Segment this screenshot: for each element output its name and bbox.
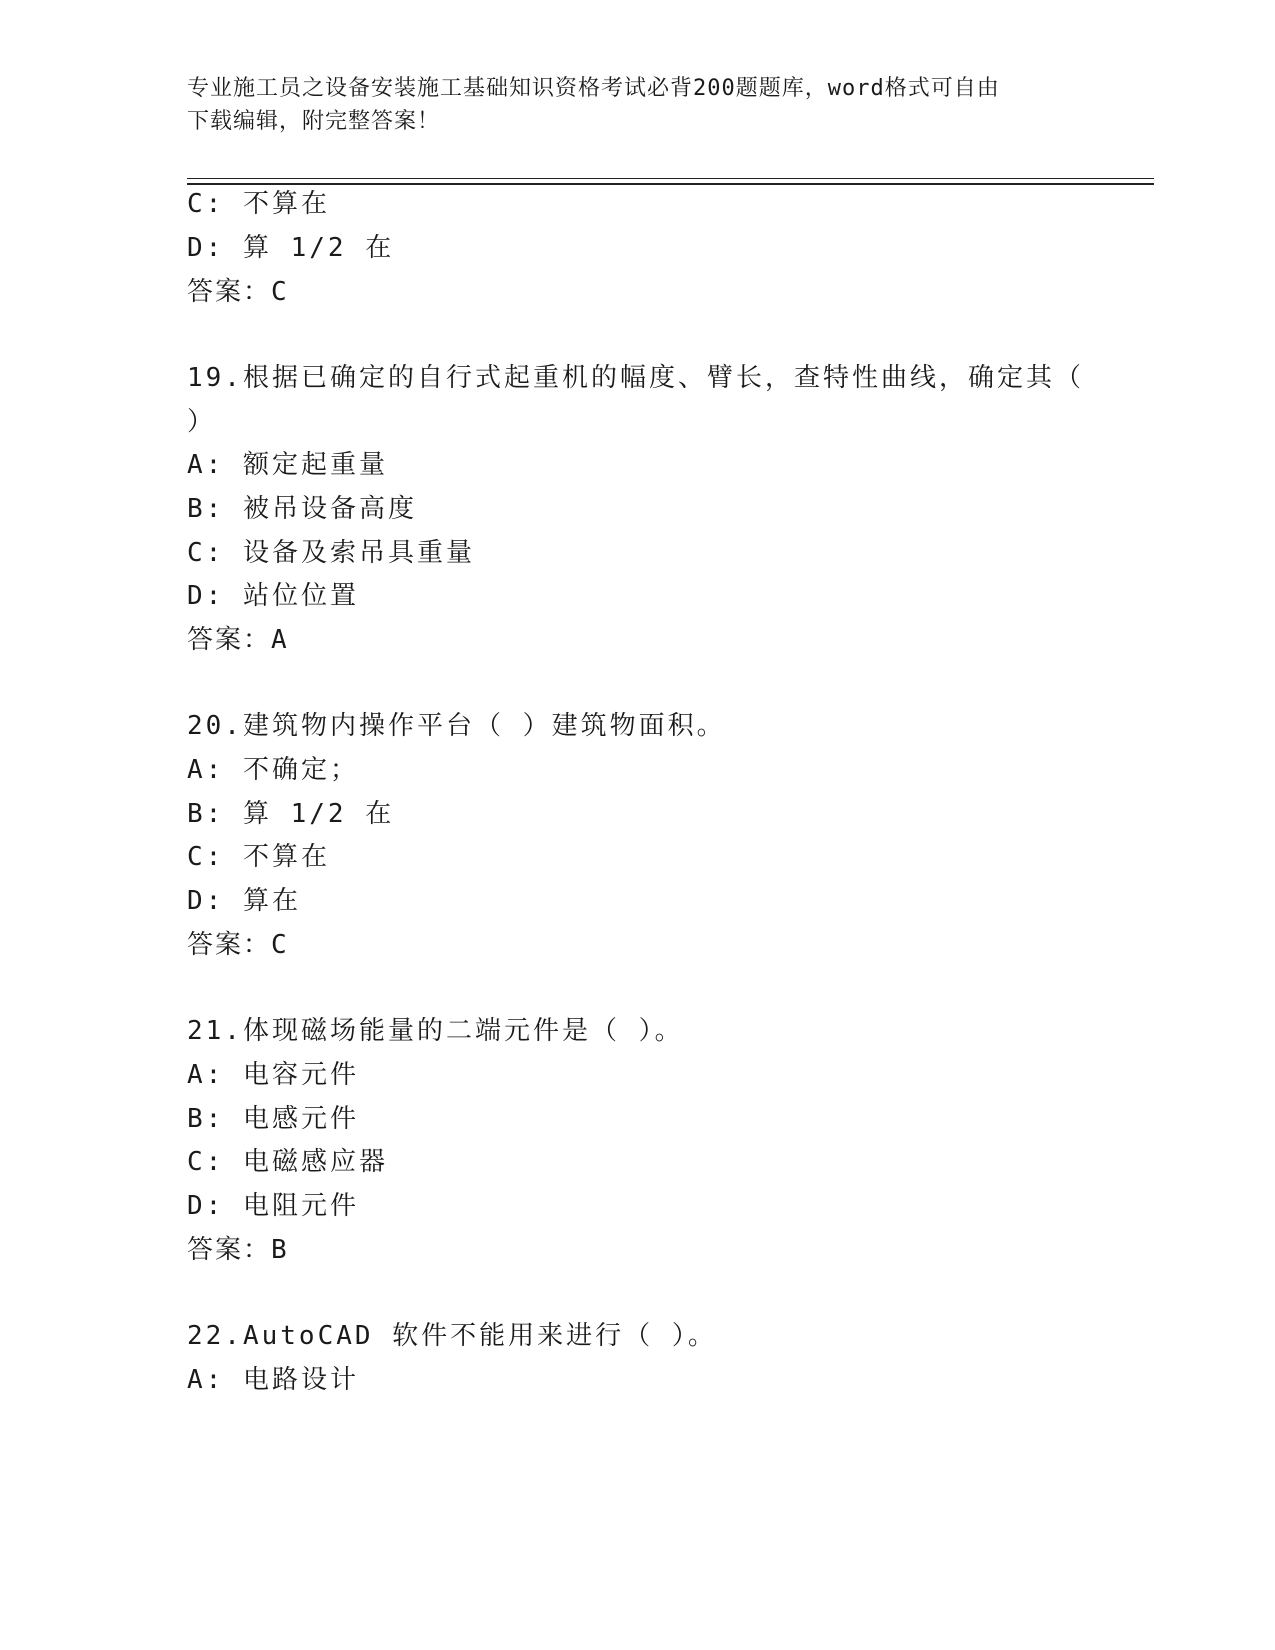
- header-divider-thin: [187, 178, 1154, 179]
- q22-option-a: A: 电路设计: [187, 1365, 359, 1395]
- q20-option-c: C: 不算在: [187, 842, 330, 872]
- q19-answer: 答案：A: [187, 625, 289, 655]
- q21-answer: 答案：B: [187, 1235, 289, 1265]
- q19-option-b: B: 被吊设备高度: [187, 494, 417, 524]
- q19-option-d: D: 站位位置: [187, 581, 359, 611]
- q18-option-c: C: 不算在: [187, 189, 330, 219]
- q20-answer: 答案：C: [187, 930, 289, 960]
- header-divider-thick: [187, 183, 1154, 185]
- header-title-line-2: 下载编辑，附完整答案！: [187, 109, 441, 134]
- q18-answer: 答案：C: [187, 277, 289, 307]
- q21-stem: 21.体现磁场能量的二端元件是（ ）。: [187, 1016, 684, 1046]
- q19-option-a: A: 额定起重量: [187, 450, 388, 480]
- q20-stem: 20.建筑物内操作平台（ ）建筑物面积。: [187, 711, 726, 741]
- q19-stem-line-1: 19.根据已确定的自行式起重机的幅度、臂长，查特性曲线，确定其（: [187, 363, 1084, 393]
- q21-option-a: A: 电容元件: [187, 1060, 359, 1090]
- q21-option-d: D: 电阻元件: [187, 1191, 359, 1221]
- q18-option-d: D: 算 1/2 在: [187, 233, 395, 263]
- header-title-line-1: 专业施工员之设备安装施工基础知识资格考试必背200题题库，word格式可自由: [187, 76, 1000, 101]
- q19-option-c: C: 设备及索吊具重量: [187, 538, 475, 568]
- q21-option-b: B: 电感元件: [187, 1104, 359, 1134]
- q20-option-a: A: 不确定；: [187, 755, 359, 785]
- q20-option-b: B: 算 1/2 在: [187, 799, 395, 829]
- q19-stem-line-2: ）: [187, 407, 217, 437]
- q21-option-c: C: 电磁感应器: [187, 1147, 388, 1177]
- document-header: [187, 72, 1067, 138]
- q22-stem: 22.AutoCAD 软件不能用来进行（ ）。: [187, 1321, 717, 1351]
- q20-option-d: D: 算在: [187, 886, 301, 916]
